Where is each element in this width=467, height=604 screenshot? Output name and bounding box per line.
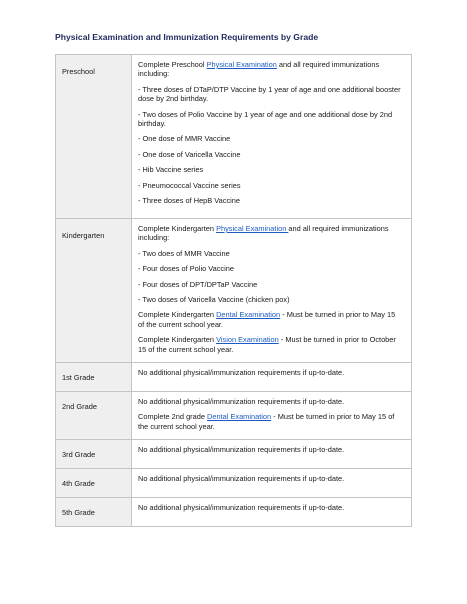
list-item: - One dose of MMR Vaccine [138, 134, 231, 144]
grade-label: 5th Grade [56, 498, 132, 527]
requirements-cell [132, 219, 412, 363]
requirements-cell [132, 440, 412, 469]
table-row [56, 469, 412, 498]
requirement-text: No additional physical/immunization requirements if up-to-date. [138, 445, 345, 455]
vision-examination-link[interactable]: Vision Examination [216, 335, 279, 345]
list-item: - Three doses of HepB Vaccine [138, 196, 241, 206]
requirement-text: No additional physical/immunization requirements if up-to-date. [138, 397, 345, 407]
list-item: - Hib Vaccine series [138, 165, 204, 175]
page-title: Physical Examination and Immunization Requirements by Grade [55, 32, 319, 42]
physical-examination-link[interactable]: Physical Examination [216, 224, 289, 233]
requirements-cell [132, 498, 412, 527]
table-row [56, 440, 412, 469]
requirement-text: No additional physical/immunization requirements if up-to-date. [138, 503, 345, 513]
grade-label: 4th Grade [56, 469, 132, 498]
requirements-cell [132, 392, 412, 440]
table-row [56, 363, 412, 392]
requirement-text: No additional physical/immunization requirements if up-to-date. [138, 368, 345, 378]
grade-label: 1st Grade [56, 363, 132, 392]
requirement-intro: Complete Preschool Physical Examination and all required immunizations including: [138, 60, 380, 79]
dental-examination-link[interactable]: Dental Examination [216, 310, 281, 320]
dental-requirement: Complete 2nd grade Dental Examination - Must be turned in prior to May 15 of the current school year. [138, 412, 395, 431]
list-item: - One dose of Varicella Vaccine [138, 149, 241, 159]
dental-requirement: Complete Kindergarten Dental Examination - Must be turned in prior to May 15 of the current school year. [138, 310, 396, 329]
list-item: - Four doses of Polio Vaccine [138, 264, 234, 274]
physical-examination-link[interactable]: Physical Examination [206, 60, 277, 69]
table-row [56, 219, 412, 363]
grade-label: 3rd Grade [56, 440, 132, 469]
table-row [56, 498, 412, 527]
list-item: - Two does of MMR Vaccine [138, 248, 230, 258]
requirements-cell [132, 469, 412, 498]
grade-label: Kindergarten [56, 219, 132, 363]
requirements-table [55, 54, 412, 527]
grade-label: 2nd Grade [56, 392, 132, 440]
table-row [56, 392, 412, 440]
grade-label: Preschool [56, 55, 132, 219]
list-item: - Two doses of Polio Vaccine by 1 year of age and one additional dose by 2nd birthday. [138, 109, 393, 129]
list-item: - Four doses of DPT/DPTaP Vaccine [138, 279, 258, 289]
requirement-text: No additional physical/immunization requirements if up-to-date. [138, 474, 345, 484]
requirement-intro: Complete Kindergarten Physical Examination and all required immunizations including: [138, 224, 389, 243]
requirements-cell [132, 363, 412, 392]
list-item: - Three doses of DTaP/DTP Vaccine by 1 year of age and one additional booster dose by 2nd birthday. [138, 84, 401, 104]
dental-examination-link[interactable]: Dental Examination [207, 412, 272, 422]
table-row [56, 55, 412, 219]
list-item: - Pneumococcal Vaccine series [138, 180, 241, 190]
vision-requirement: Complete Kindergarten Vision Examination - Must be turned in prior to October 15 of the current school year. [138, 335, 396, 354]
list-item: - Two doses of Varicella Vaccine (chicken pox) [138, 295, 290, 305]
requirements-cell [132, 55, 412, 219]
